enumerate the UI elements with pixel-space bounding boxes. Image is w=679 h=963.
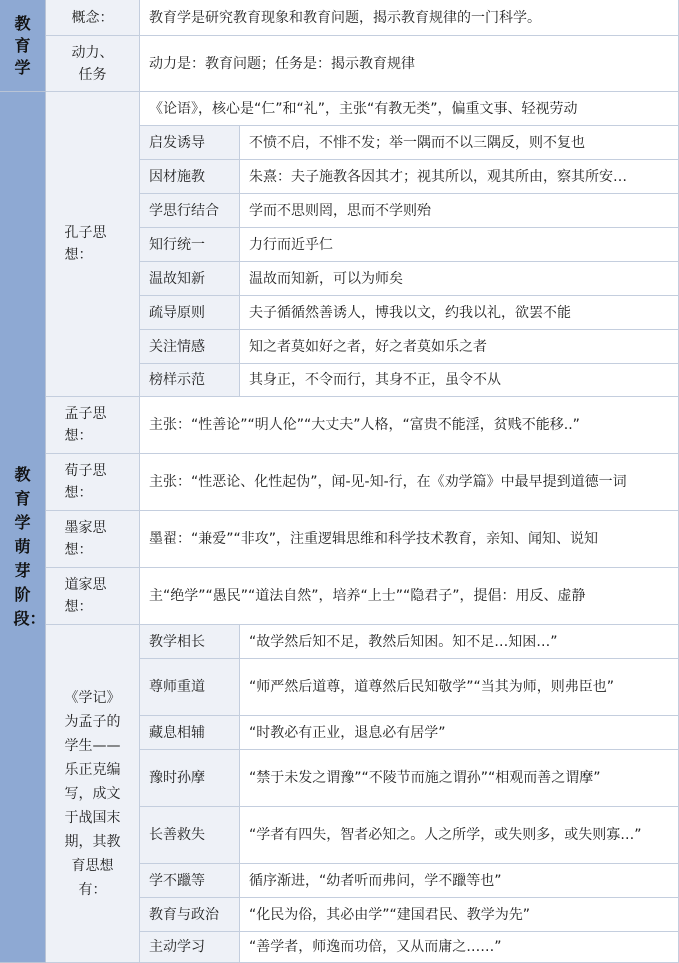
item-text: “禁于未发之谓豫”“不陵节而施之谓孙”“相观而善之谓摩” [249, 770, 601, 786]
confucius-item-7-name [140, 364, 240, 397]
item-name: 温故知新 [149, 270, 205, 287]
confucius-item-6-name [140, 330, 240, 364]
item-text: 循序渐进，“幼者听而弗问，学不躐等也” [249, 872, 502, 889]
concept-label [46, 0, 140, 36]
item-text: 温故而知新，可以为师矣 [249, 270, 403, 287]
xueji-label-text: 《学记》为孟子的学生——乐正克编写，成文于战国末期，其教育思想有： [64, 689, 121, 898]
school-label-text: 荀子思想： [64, 463, 107, 501]
school-text: 主张：“性善论”“明人伦”“大丈夫”人格，“富贵不能淫，贫贱不能移..” [149, 417, 580, 433]
item-name: 学不躐等 [149, 872, 205, 889]
xueji-item-7-text [240, 932, 679, 963]
item-name: 主动学习 [149, 939, 205, 955]
school-label-text: 道家思想： [64, 577, 107, 615]
motive-label [46, 36, 140, 92]
header-sprout-stage [0, 92, 46, 963]
confucius-item-6-text [240, 330, 679, 364]
xueji-item-0-name [140, 625, 240, 659]
school-text: 墨翟：“兼爱”“非攻”，注重逻辑思维和科学技术教育，亲知、闻知、说知 [149, 531, 599, 547]
item-name: 学思行结合 [149, 202, 219, 219]
item-text: 夫子循循然善诱人，博我以文，约我以礼，欲罢不能 [249, 304, 571, 321]
school-text: 主“绝学”“愚民”“道法自然”，培养“上士”“隐君子”，提倡：用反、虚静 [149, 588, 586, 604]
item-name: 疏导原则 [149, 304, 205, 321]
item-name: 启发诱导 [149, 134, 205, 151]
motive-label-text: 动力、任务 [71, 44, 114, 83]
concept-text-value: 教育学是研究教育现象和教育问题，揭示教育规律的一门科学。 [149, 9, 541, 26]
item-name: 豫时孙摩 [149, 770, 205, 786]
confucius-item-3-name [140, 228, 240, 262]
confucius-item-4-text [240, 262, 679, 296]
xueji-item-3-name [140, 750, 240, 807]
mohism-text [140, 511, 679, 568]
item-text: “师严然后道尊，道尊然后民知敬学”“当其为师，则弗臣也” [249, 679, 615, 695]
mencius-label [46, 397, 140, 454]
xueji-item-6-text [240, 898, 679, 932]
confucius-item-0-text [240, 126, 679, 160]
confucius-item-3-text [240, 228, 679, 262]
confucius-item-1-text [240, 160, 679, 194]
taoism-label [46, 568, 140, 625]
xueji-label [46, 625, 140, 963]
xueji-item-4-name [140, 807, 240, 864]
xueji-item-5-text [240, 864, 679, 898]
item-name: 藏息相辅 [149, 724, 205, 741]
xueji-item-2-name [140, 716, 240, 750]
school-label-text: 墨家思想： [64, 520, 107, 558]
xueji-item-3-text [240, 750, 679, 807]
motive-text-value: 动力是：教育问题；任务是：揭示教育规律 [149, 55, 415, 72]
mohism-label [46, 511, 140, 568]
concept-label-text: 概念： [71, 9, 114, 26]
xueji-item-6-name [140, 898, 240, 932]
header-sprout-stage-text: 教育学萌芽阶段： [13, 465, 46, 628]
xueji-item-1-name [140, 659, 240, 716]
item-name: 尊师重道 [149, 679, 205, 695]
motive-text [140, 36, 679, 92]
xueji-item-7-name [140, 932, 240, 963]
header-education [0, 0, 46, 92]
xueji-item-2-text [240, 716, 679, 750]
xueji-item-0-text [240, 625, 679, 659]
confucius-item-5-text [240, 296, 679, 330]
item-text: 不愤不启，不悱不发；举一隅而不以三隅反，则不复也 [249, 134, 585, 151]
xunzi-label [46, 454, 140, 511]
confucius-intro [140, 92, 679, 126]
confucius-item-0-name [140, 126, 240, 160]
mencius-text [140, 397, 679, 454]
item-text: 学而不思则罔，思而不学则殆 [249, 202, 431, 219]
taoism-text [140, 568, 679, 625]
confucius-label [46, 92, 140, 397]
xueji-item-5-name [140, 864, 240, 898]
item-text: 知之者莫如好之者，好之者莫如乐之者 [249, 338, 487, 355]
concept-text [140, 0, 679, 36]
confucius-item-5-name [140, 296, 240, 330]
item-text: “故学然后知不足，教然后知困。知不足…知困…” [249, 633, 558, 650]
item-name: 因材施教 [149, 168, 205, 185]
xunzi-text [140, 454, 679, 511]
confucius-item-2-text [240, 194, 679, 228]
school-label-text: 孟子思想： [64, 406, 107, 444]
item-name: 榜样示范 [149, 372, 205, 388]
item-text: “善学者，师逸而功倍，又从而庸之……” [249, 939, 502, 955]
item-text: “时教必有正业，退息必有居学” [249, 724, 446, 741]
item-text: 朱熹：夫子施教各因其才；视其所以，观其所由，察其所安… [249, 168, 627, 185]
confucius-item-2-name [140, 194, 240, 228]
item-text: “学者有四失，智者必知之。人之所学，或失则多，或失则寡…” [249, 827, 642, 843]
item-name: 知行统一 [149, 236, 205, 253]
item-text: “化民为俗，其必由学”“建国君民、教学为先” [249, 906, 531, 923]
item-text: 其身正，不令而行，其身不正，虽令不从 [249, 372, 501, 388]
xueji-item-1-text [240, 659, 679, 716]
item-name: 关注情感 [149, 338, 205, 355]
item-name: 教学相长 [149, 633, 205, 650]
confucius-item-4-name [140, 262, 240, 296]
confucius-item-7-text [240, 364, 679, 397]
header-education-text: 教育学 [14, 13, 31, 77]
xueji-item-4-text [240, 807, 679, 864]
item-text: 力行而近乎仁 [249, 236, 333, 253]
school-text: 主张：“性恶论、化性起伪”，闻-见-知-行，在《劝学篇》中最早提到道德一词 [149, 474, 627, 490]
confucius-label-text: 孔子思想： [64, 225, 107, 263]
item-name: 长善救失 [149, 827, 205, 843]
item-name: 教育与政治 [149, 906, 219, 923]
confucius-intro-text: 《论语》，核心是“仁”和“礼”，主张“有教无类”，偏重文事、轻视劳动 [149, 100, 578, 117]
confucius-item-1-name [140, 160, 240, 194]
